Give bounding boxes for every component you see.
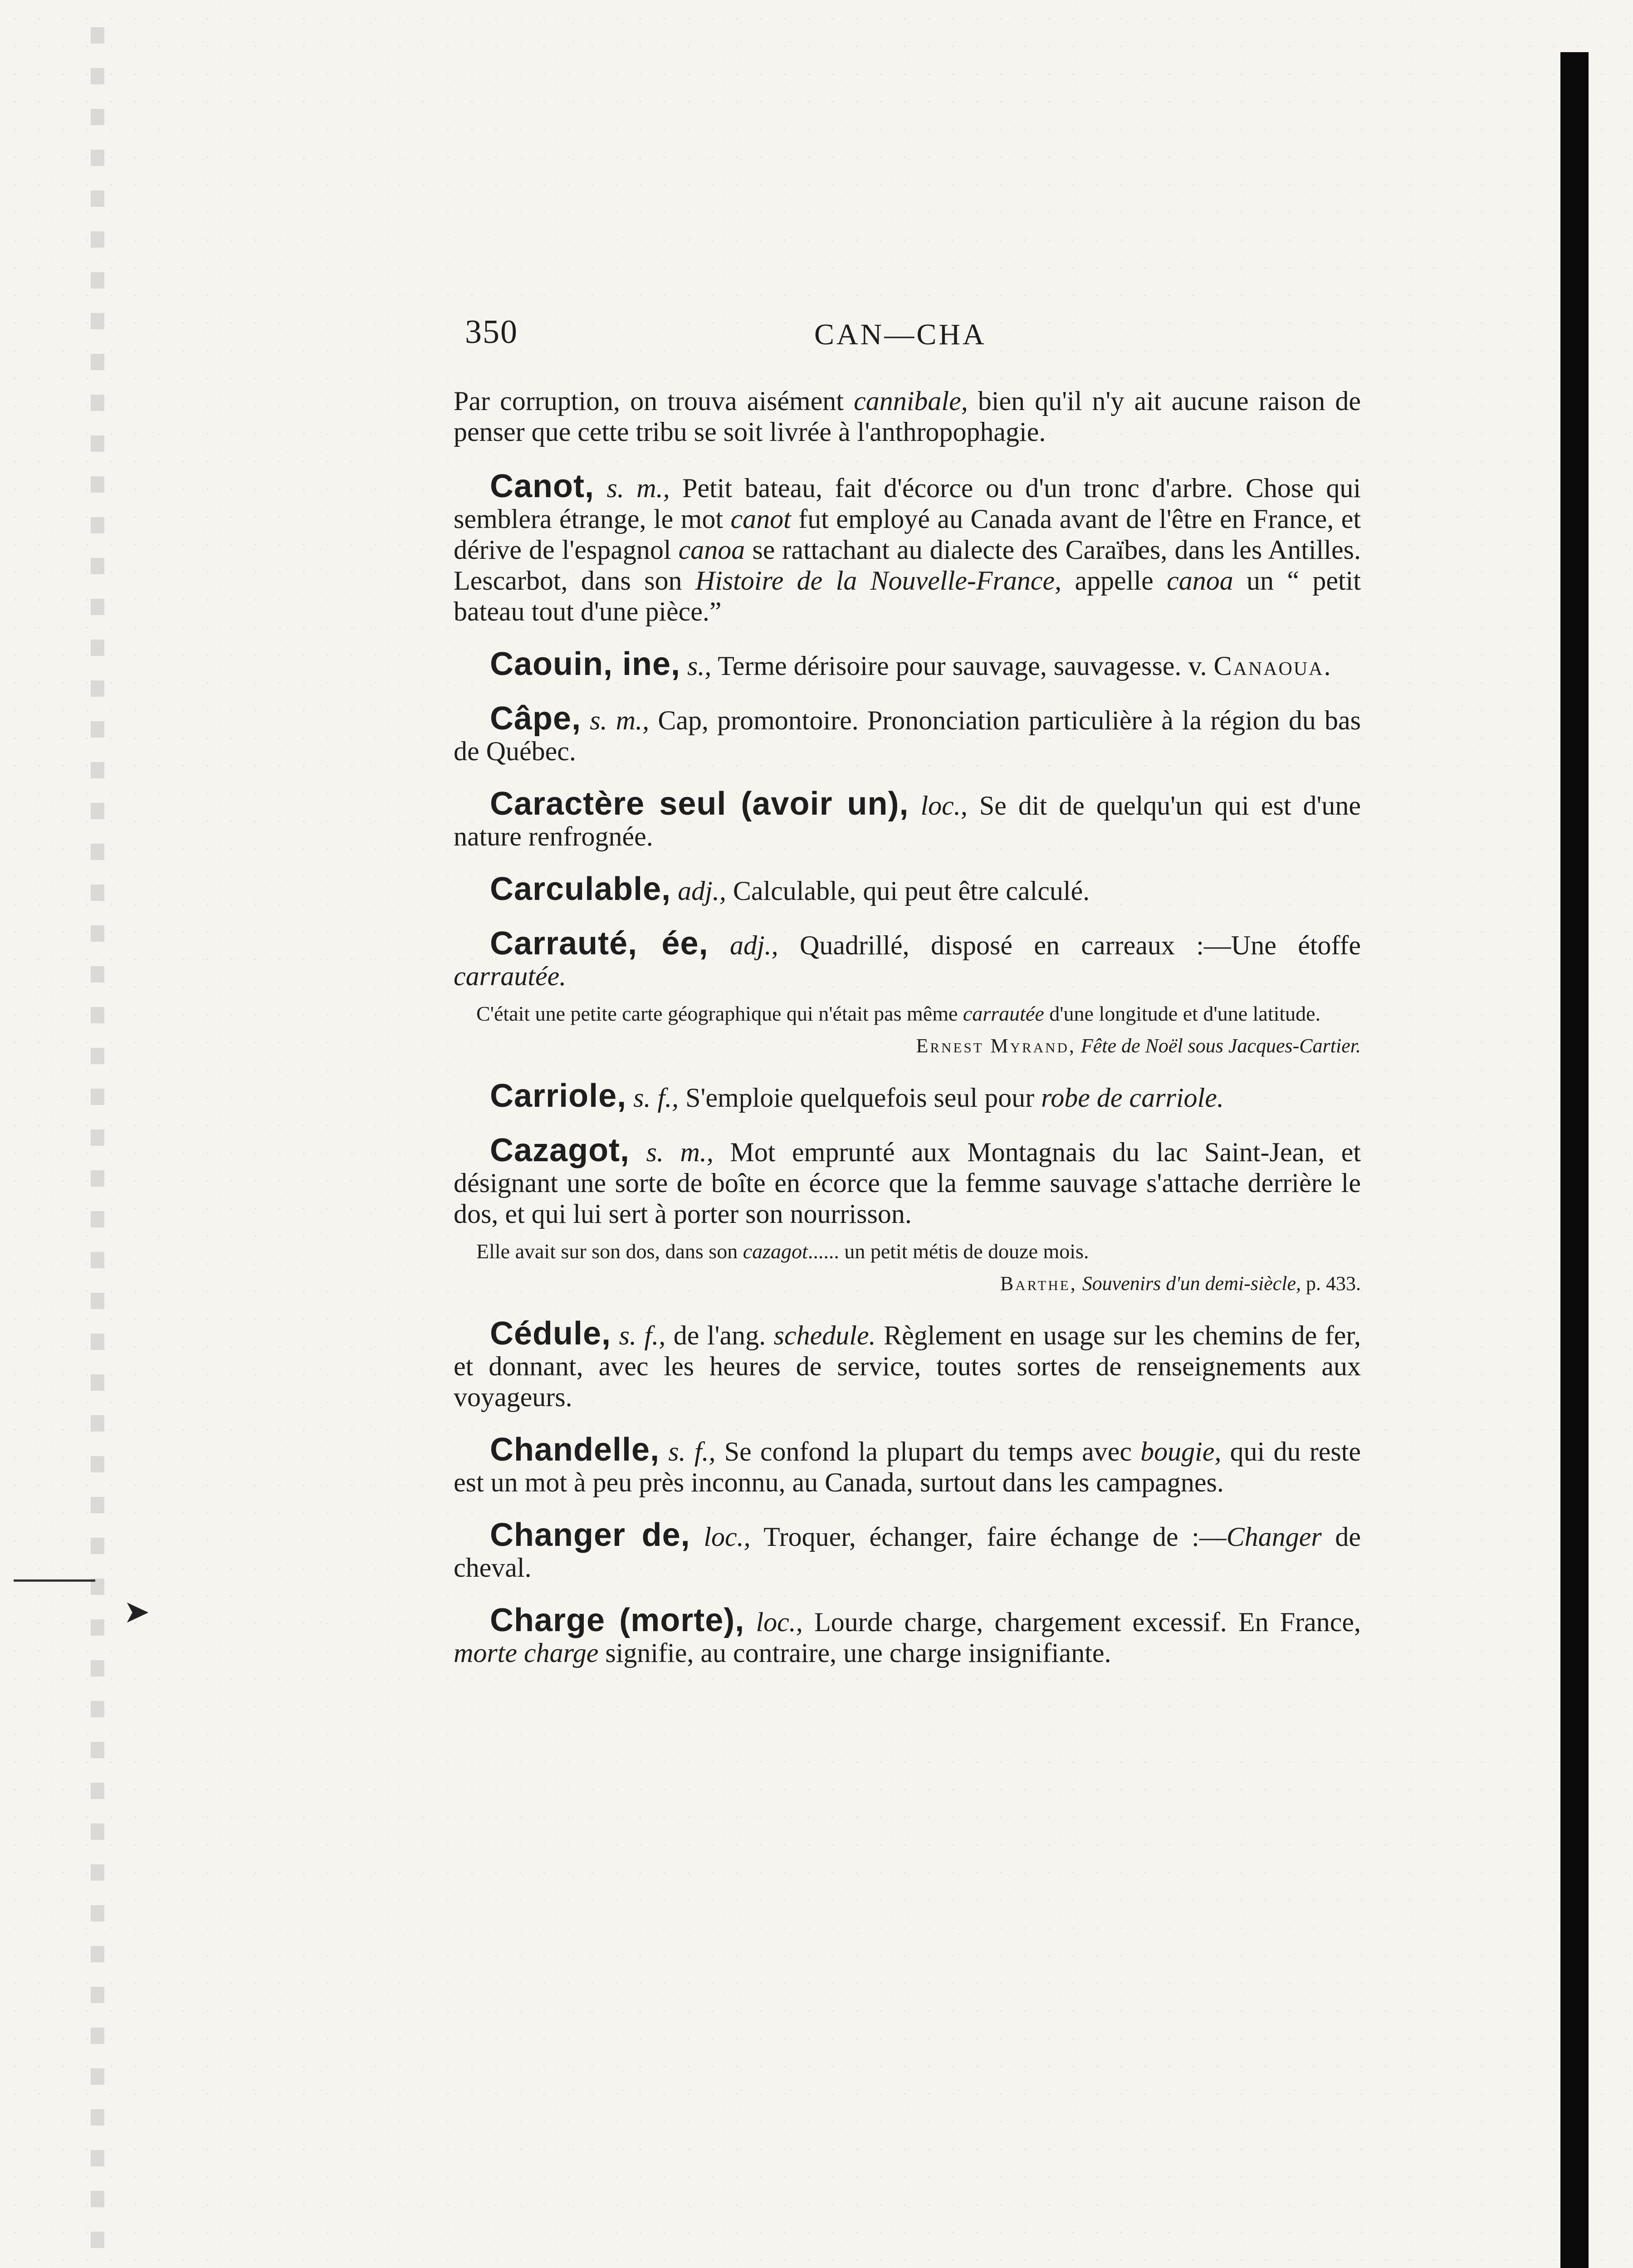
headword: Canot, [490, 468, 594, 504]
headword: Changer de, [490, 1517, 690, 1553]
continuation-paragraph [454, 386, 1361, 447]
headword: Caouin, ine, [490, 646, 681, 682]
definition-text: Quadrillé, disposé en carreaux :—Une étoffe [778, 930, 1361, 960]
citation-source [454, 1272, 1361, 1295]
definition-text: de l'ang. [665, 1320, 774, 1350]
definition-text: Cap, promontoire. Prononciation particulière à la région du bas de Québec. [454, 705, 1361, 766]
part-of-speech: s. f., [619, 1320, 666, 1350]
part-of-speech: adj., [729, 930, 778, 960]
citation-author: Barthe, [1000, 1272, 1077, 1295]
italic-term: Changer [1226, 1522, 1322, 1552]
part-of-speech: s. m., [606, 473, 670, 503]
definition-text: Se dit de quelqu'un qui est d'une nature renfrognée. [454, 791, 1361, 851]
definition-text: fut employé au Canada avant de l'être en France, et dérive de l'espagnol [454, 504, 1361, 565]
entry-carraute [454, 925, 1361, 992]
italic-term: canoa [1167, 566, 1233, 596]
text-run: Par corruption, on trouva aisément [454, 386, 854, 416]
definition-text: Calculable, qui peut être calculé. [726, 876, 1090, 906]
entry-chandelle [454, 1434, 1361, 1498]
citation-work: Souvenirs d'un demi-siècle, [1082, 1272, 1301, 1295]
definition-text: se rattachant au dialecte des Caraïbes, dans les Antilles. Lescarbot, dans son [454, 535, 1361, 596]
part-of-speech: loc., [704, 1522, 751, 1552]
citation-quote [454, 1002, 1356, 1025]
page-left-edge-marks [91, 27, 104, 2268]
part-of-speech: s. m., [590, 705, 650, 735]
definition-text: signifie, au contraire, une charge insignifiante. [598, 1638, 1111, 1668]
entry-carriole [454, 1080, 1361, 1113]
headword: Câpe, [490, 700, 582, 737]
part-of-speech: s., [687, 651, 712, 681]
part-of-speech: s. m., [646, 1137, 714, 1167]
headword: Carculable, [490, 871, 671, 907]
headword: Carriole, [490, 1078, 627, 1114]
quote-text: Elle avait sur son dos, dans son [476, 1240, 743, 1263]
entry-changer-de [454, 1517, 1361, 1583]
definition-text: Troquer, échanger, faire échange de :— [750, 1522, 1227, 1552]
part-of-speech: adj., [678, 876, 726, 906]
running-head: CAN—CHA [814, 318, 987, 351]
page-number: 350 [465, 313, 518, 351]
citation-work: Fête de Noël sous Jacques-Cartier. [1081, 1035, 1361, 1057]
definition-text: appelle [1061, 566, 1167, 596]
italic-term: Histoire de la Nouvelle-France, [695, 566, 1062, 596]
definition-text: Terme dérisoire pour sauvage, sauvagesse. v. [711, 651, 1214, 681]
definition-text: Lourde charge, chargement excessif. En France, [802, 1607, 1361, 1637]
italic-term: carrautée [963, 1002, 1044, 1025]
italic-term: cannibale, [854, 386, 968, 416]
text-run: bien qu'il n'y ait aucune raison de penser que cette tribu se soit livrée à l'anthropophagie. [454, 386, 1361, 447]
italic-term: morte charge [454, 1638, 599, 1668]
citation-author: Ernest Myrand, [916, 1035, 1076, 1057]
scan-edge-bar [1560, 52, 1589, 2268]
definition-text: Se confond la plupart du temps avec [715, 1437, 1141, 1466]
cross-reference: Canaoua. [1213, 651, 1332, 681]
margin-rule-mark [14, 1579, 95, 1582]
citation-quote [454, 1240, 1356, 1263]
italic-term: schedule. [773, 1320, 876, 1350]
part-of-speech: s. f., [668, 1437, 716, 1466]
definition-text: un “ petit bateau tout d'une pièce.” [454, 566, 1361, 626]
part-of-speech: loc., [756, 1607, 803, 1637]
headword: Charge (morte), [490, 1602, 745, 1638]
entry-caractere-seul [454, 788, 1361, 852]
entry-charge-morte [454, 1602, 1361, 1668]
part-of-speech: s. f., [633, 1083, 679, 1113]
italic-term: canoa [678, 535, 745, 565]
quote-text: C'était une petite carte géographique qui n'était pas même [476, 1002, 963, 1025]
definition-text: S'emploie quelquefois seul pour [679, 1083, 1041, 1113]
headword: Chandelle, [490, 1432, 660, 1468]
headword: Caractère seul (avoir un), [490, 786, 909, 822]
italic-term: carrautée. [454, 961, 567, 991]
italic-term: canot [730, 504, 791, 534]
headword: Cazagot, [490, 1132, 630, 1168]
dictionary-text [454, 386, 1361, 1690]
citation-page: p. 433. [1301, 1272, 1361, 1295]
italic-term: bougie, [1140, 1437, 1222, 1466]
margin-arrow-icon: ➤ [123, 1595, 150, 1630]
italic-term: cazagot [743, 1240, 808, 1263]
entry-caouin [454, 646, 1361, 682]
definition-text: Mot emprunté aux Montagnais du lac Saint-Jean, et désignant une sorte de boîte en écorce que la femme sauvage s'attache derrière le dos, et qui lui sert à porter son nourrisson. [454, 1137, 1361, 1229]
citation-source [454, 1034, 1361, 1058]
quote-text: d'une longitude et d'une latitude. [1044, 1002, 1321, 1025]
entry-cape [454, 700, 1361, 767]
entry-cedule [454, 1315, 1361, 1413]
definition-text: qui du reste est un mot à peu près inconnu, au Canada, surtout dans les campagnes. [454, 1437, 1361, 1497]
headword: Cédule, [490, 1315, 611, 1352]
part-of-speech: loc., [920, 791, 968, 821]
definition-text: Petit bateau, fait d'écorce ou d'un tronc d'arbre. Chose qui semblera étrange, le mot [454, 473, 1361, 534]
headword: Carrauté, ée, [490, 925, 709, 962]
quote-text: ...... un petit métis de douze mois. [807, 1240, 1089, 1263]
entry-canot [454, 468, 1361, 627]
definition-text: de cheval. [454, 1522, 1361, 1583]
entry-carculable [454, 871, 1361, 907]
entry-cazagot [454, 1132, 1361, 1229]
definition-text: Règlement en usage sur les chemins de fer, et donnant, avec les heures de service, toutes sortes de renseignements aux voyageurs. [454, 1320, 1361, 1412]
italic-term: robe de carriole. [1041, 1083, 1224, 1113]
